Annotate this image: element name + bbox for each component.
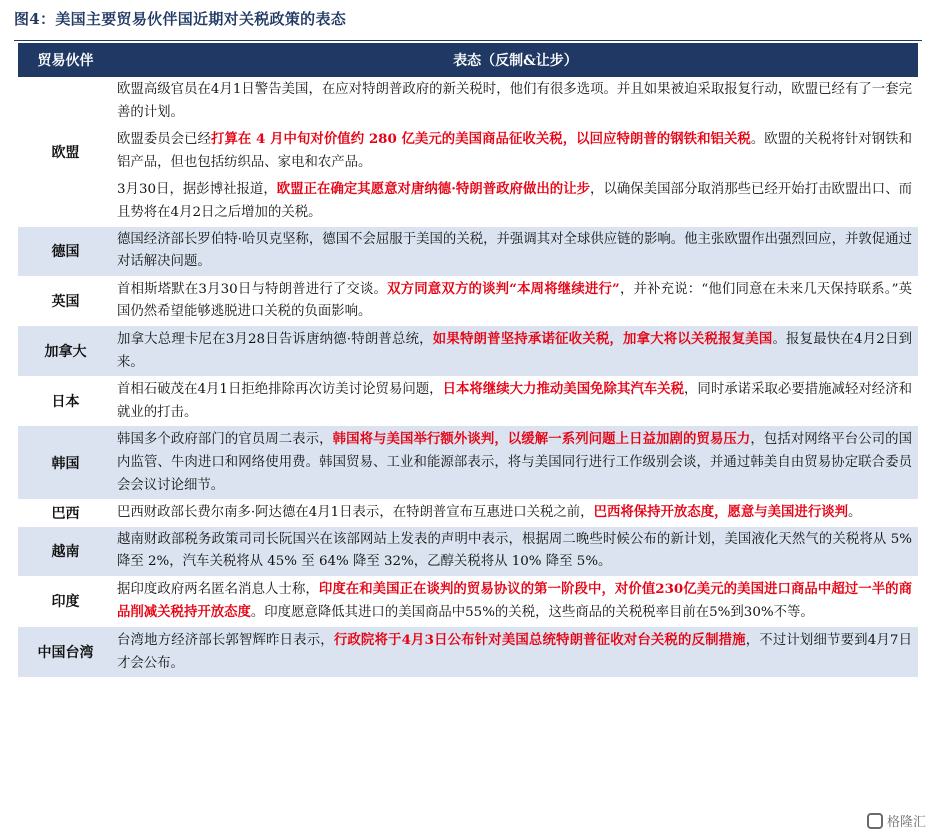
statement-text: 。 bbox=[848, 505, 862, 521]
watermark-logo-icon bbox=[867, 813, 883, 829]
statement-text: 。报复最快在4月2日到来。 bbox=[117, 331, 912, 370]
table-row bbox=[18, 527, 918, 576]
statement-text: 首相斯塔默在3月30日与特朗普进行了交谈。 bbox=[117, 281, 388, 297]
statement-text: ，以确保美国部分取消那些已经开始打击欧盟出口、而且势将在4月2日之后增加的关税。 bbox=[117, 182, 913, 220]
statement-text: 巴西财政部长费尔南多·阿达德在4月1日表示，在特朗普宣布互惠进口关税之前， bbox=[117, 505, 594, 521]
statement-cell bbox=[113, 376, 918, 426]
table-row bbox=[18, 227, 918, 276]
statement-text: ，包括对网络平台公司的国内监管、牛肉进口和网络使用费。韩国贸易、工业和能源部表示，将与美国同行进行工作级别会谈，并通过韩美自由贸易协定联合委员会会议讨论细节。 bbox=[117, 432, 913, 493]
statement-text: 越南财政部税务政策司司长阮国兴在该部网站上发表的声明中表示，根据周二晚些时候公布的新计划，美国液化天然气的关税将从 5% 降至 2%，汽车关税将从 45% 至 64% 降至 32%，乙醇关税将从 10% 降至 5%。 bbox=[117, 531, 912, 570]
table-row bbox=[18, 276, 918, 326]
statement-cell bbox=[113, 126, 918, 176]
table-row bbox=[18, 326, 918, 376]
statement-text: ，同时承诺采取必要措施减轻对经济和就业的打击。 bbox=[117, 382, 913, 420]
statement-cell bbox=[113, 227, 918, 276]
statement-text: 欧盟委员会已经 bbox=[117, 132, 212, 148]
statement-cell bbox=[113, 627, 918, 677]
partner-cell: 中国台湾 bbox=[18, 627, 113, 677]
statement-text: 据印度政府两名匿名消息人士称， bbox=[117, 581, 319, 597]
statement-text: 3月30日，据彭博社报道， bbox=[117, 182, 277, 198]
statement-text: 加拿大总理卡尼在3月28日告诉唐纳德·特朗普总统， bbox=[117, 331, 433, 347]
highlighted-text: 打算在 4 月中旬对价值约 280 亿美元的美国商品征收关税，以回应特朗普的钢铁和铝关税 bbox=[211, 131, 751, 148]
partner-cell: 巴西 bbox=[51, 505, 80, 522]
partner-cell: 欧盟 bbox=[51, 144, 80, 161]
statement-text: 韩国多个政府部门的官员周二表示， bbox=[117, 432, 333, 448]
table-row bbox=[18, 376, 918, 426]
figure-title: 图4：美国主要贸易伙伴国近期对关税政策的表态 bbox=[14, 10, 347, 28]
statement-text: 。欧盟的关税将针对钢铁和铝产品，但也包括纺织品、家电和农产品。 bbox=[117, 132, 912, 170]
highlighted-text: 巴西将保持开放态度，愿意与美国进行谈判 bbox=[593, 504, 848, 521]
highlighted-text: 欧盟正在确定其愿意对唐纳德·特朗普政府做出的让步 bbox=[276, 181, 591, 198]
statement-text: 。印度愿意降低其进口的美国商品中55%的关税，这些商品的关税税率目前在5%到30%不等。 bbox=[250, 605, 814, 621]
table-row bbox=[18, 426, 918, 499]
statement-cell bbox=[113, 499, 918, 527]
table-row bbox=[18, 627, 918, 677]
statement-cell bbox=[113, 326, 918, 376]
table-row bbox=[18, 499, 918, 527]
table-header-row bbox=[18, 43, 918, 77]
highlighted-text: 韩国将与美国举行额外谈判，以缓解一系列问题上日益加剧的贸易压力 bbox=[332, 431, 751, 448]
table-row bbox=[18, 77, 918, 126]
highlighted-text: 行政院将于4月3日公布针对美国总统特朗普征收对台关税的反制措施 bbox=[333, 632, 746, 649]
statement-text: 德国经济部长罗伯特·哈贝克坚称，德国不会屈服于美国的关税，并强调其对全球供应链的影响。他主张欧盟作出强烈回应，并敦促通过对话解决问题。 bbox=[117, 231, 912, 270]
partner-cell: 英国 bbox=[51, 293, 80, 310]
highlighted-text: 日本将继续大力推动美国免除其汽车关税 bbox=[442, 381, 685, 398]
watermark-text: 格隆汇 bbox=[886, 815, 926, 830]
statement-cell bbox=[113, 176, 918, 226]
statement-cell bbox=[113, 77, 918, 126]
table-row bbox=[18, 126, 918, 176]
table-body bbox=[18, 77, 918, 677]
partner-cell: 越南 bbox=[18, 527, 113, 576]
highlighted-text: 双方同意双方的谈判“本周将继续进行” bbox=[387, 280, 620, 297]
stance-table bbox=[18, 43, 918, 677]
statement-text: ，并补充说：“他们同意在未来几天保持联系。”英国仍然希望能够逃脱进口关税的负面影响。 bbox=[117, 281, 913, 320]
statement-cell bbox=[113, 576, 918, 627]
table-row bbox=[18, 576, 918, 627]
partner-cell: 德国 bbox=[18, 227, 113, 276]
statement-cell bbox=[113, 276, 918, 326]
statement-text: 欧盟高级官员在4月1日警告美国，在应对特朗普政府的新关税时，他们有很多选项。并且如果被迫采取报复行动，欧盟已经有了一套完善的计划。 bbox=[117, 82, 912, 120]
statement-text: 台湾地方经济部长郭智辉昨日表示， bbox=[117, 633, 334, 649]
statement-text: 首相石破茂在4月1日拒绝排除再次访美讨论贸易问题， bbox=[117, 382, 443, 398]
partner-cell: 印度 bbox=[51, 594, 80, 611]
table-row bbox=[18, 176, 918, 226]
statement-text: ，不过计划细节要到4月7日才会公布。 bbox=[117, 633, 912, 671]
highlighted-text: 如果特朗普坚持承诺征收关税，加拿大将以关税报复美国 bbox=[432, 330, 773, 347]
highlighted-text: 印度在和美国正在谈判的贸易协议的第一阶段中，对价值230亿美元的美国进口商品中超过一半的商品削减关税持开放态度 bbox=[117, 580, 913, 621]
title-rule bbox=[14, 40, 922, 41]
partner-cell: 韩国 bbox=[18, 426, 113, 499]
header-partner: 贸易伙伴 bbox=[18, 43, 113, 77]
partner-cell: 加拿大 bbox=[18, 326, 113, 376]
header-stance: 表态（反制&让步） bbox=[113, 43, 918, 77]
statement-cell bbox=[113, 527, 918, 576]
partner-cell: 日本 bbox=[51, 394, 80, 411]
watermark bbox=[867, 811, 926, 830]
statement-cell bbox=[113, 426, 918, 499]
